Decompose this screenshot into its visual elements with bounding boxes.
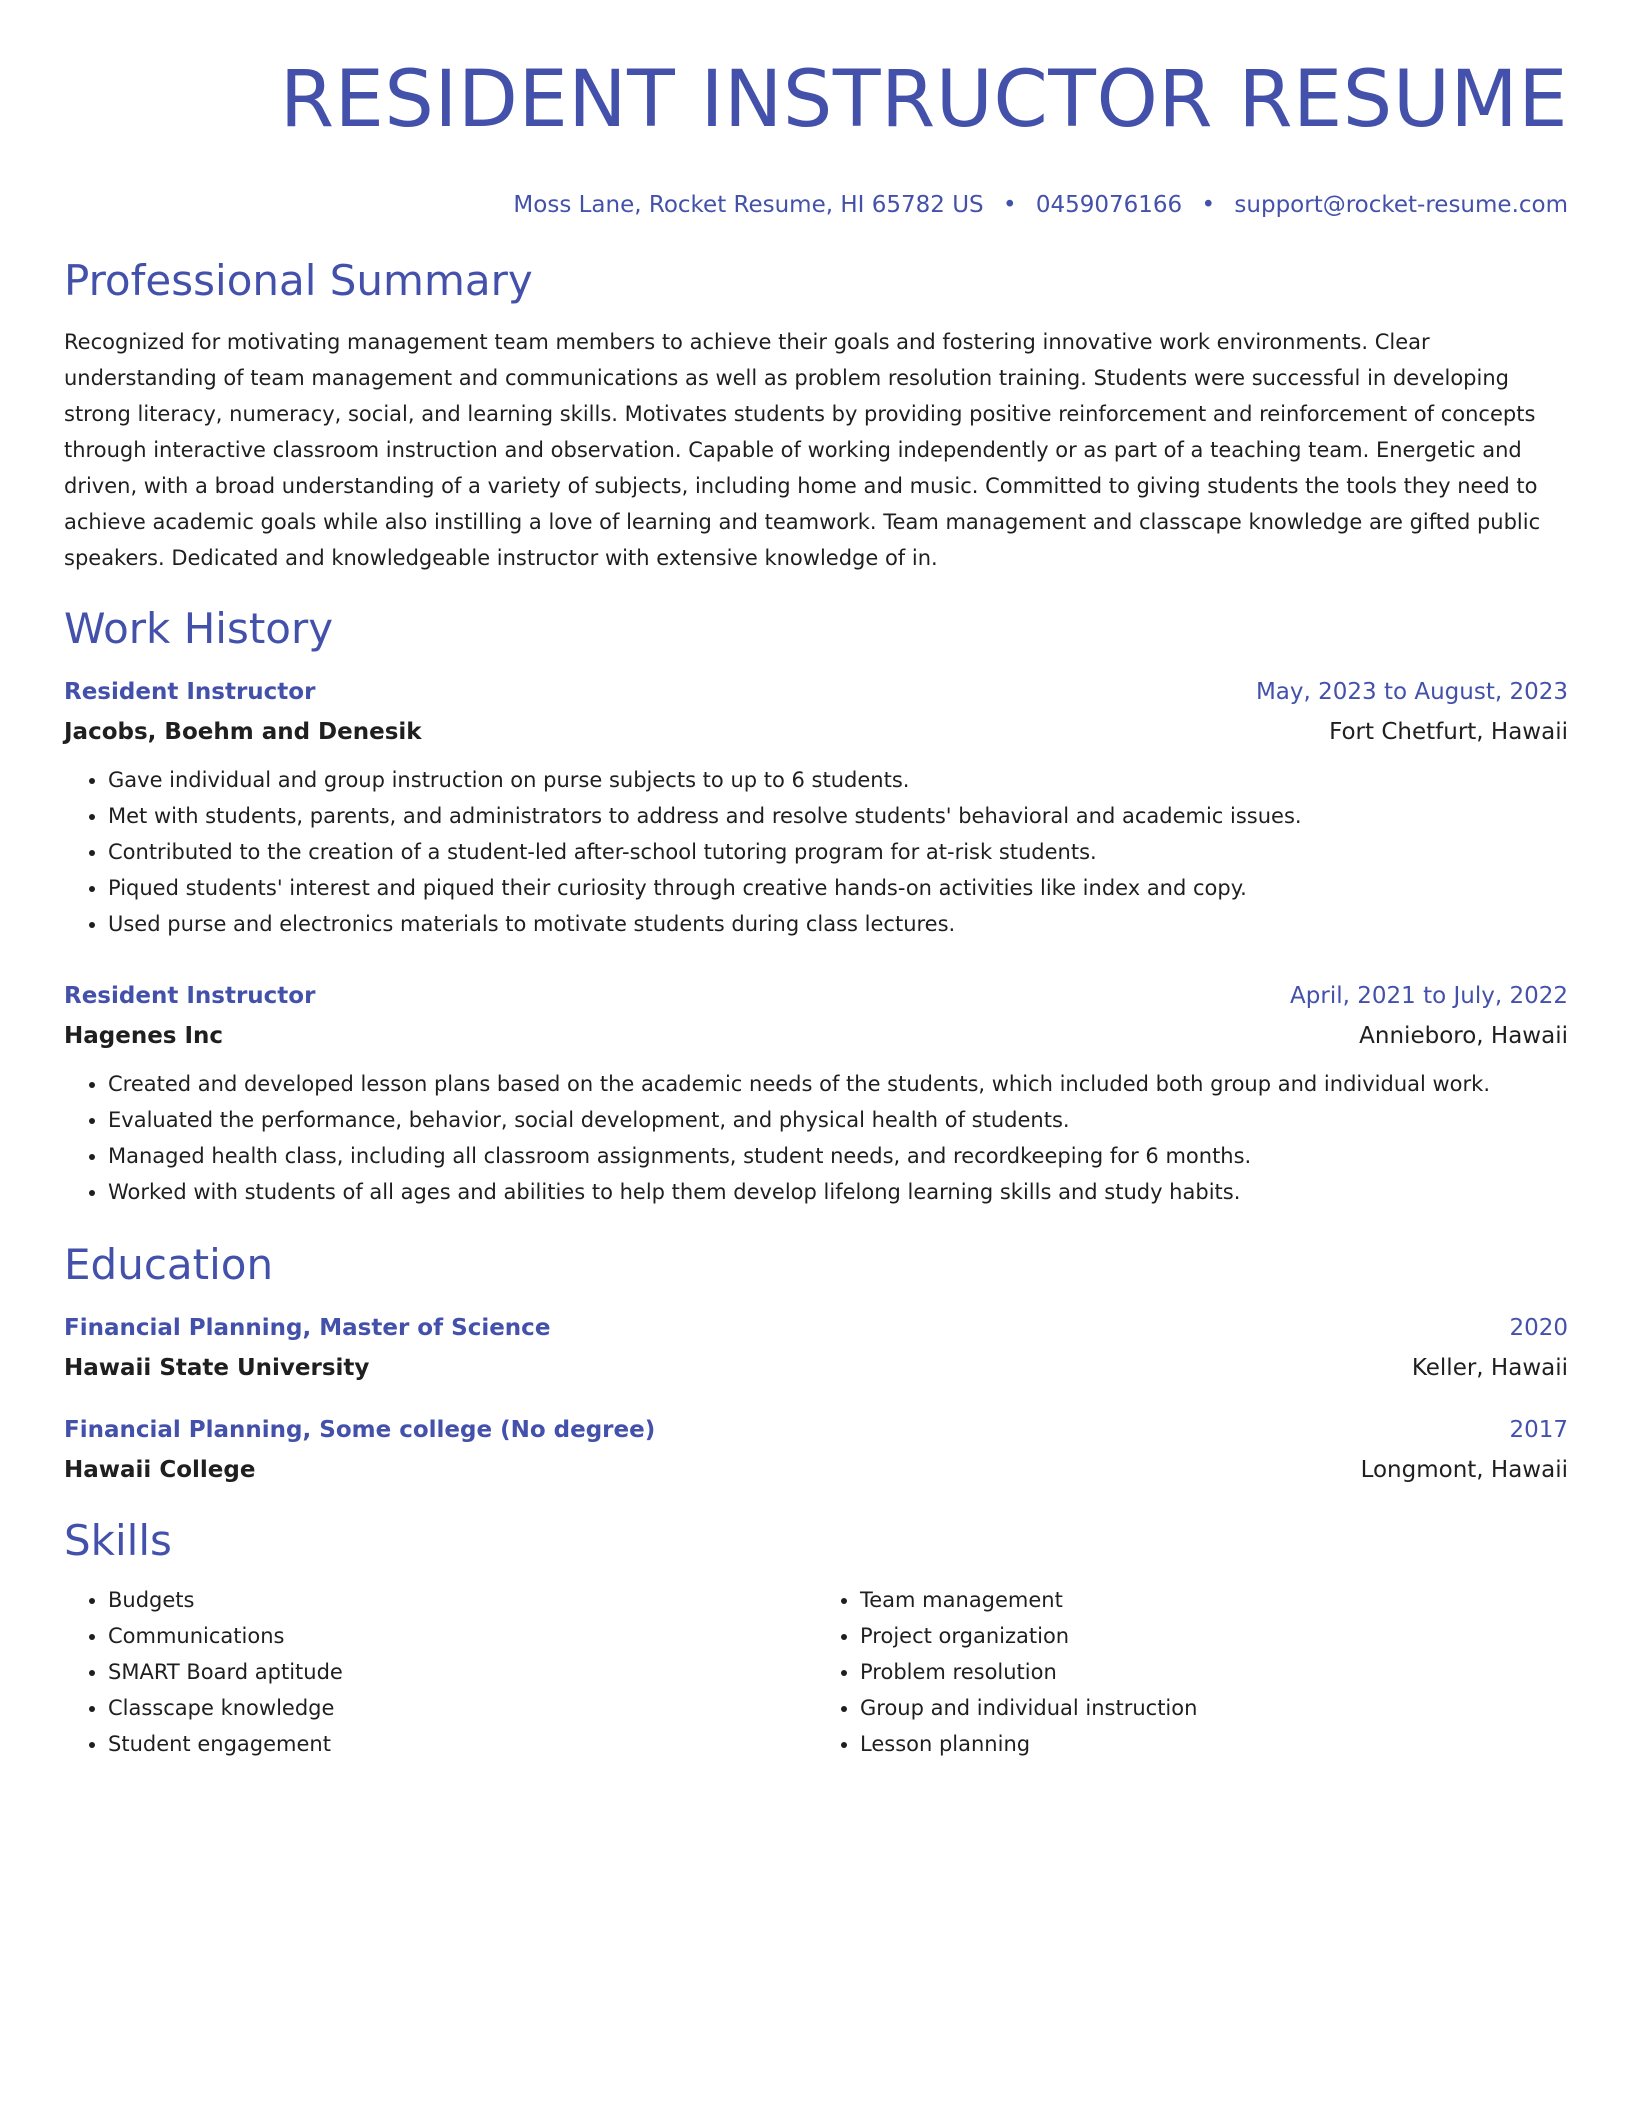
job-bullet: • Evaluated the performance, behavior, social development, and physical health of students. xyxy=(108,1102,1568,1138)
job-bullet: • Worked with students of all ages and abilities to help them develop lifelong learning skills and study habits. xyxy=(108,1174,1568,1210)
job-bullet: • Managed health class, including all classroom assignments, student needs, and recordkeeping for 6 months. xyxy=(108,1138,1568,1174)
skill-item: • Student engagement xyxy=(108,1726,816,1762)
education-location: Longmont, Hawaii xyxy=(1360,1457,1568,1483)
skill-item: • Budgets xyxy=(108,1582,816,1618)
education-school: Hawaii College xyxy=(64,1457,256,1483)
job-entry xyxy=(64,676,1568,942)
job-company-row xyxy=(64,1020,1568,1052)
contact-separator: • xyxy=(1201,192,1216,218)
job-bullet: • Gave individual and group instruction on purse subjects to up to 6 students. xyxy=(108,762,1568,798)
contact-address: Moss Lane, Rocket Resume, HI 65782 US xyxy=(513,192,984,218)
skills-heading: Skills xyxy=(64,1516,172,1565)
education-heading: Education xyxy=(64,1240,274,1289)
education-entry xyxy=(64,1312,1568,1384)
job-entry xyxy=(64,980,1568,1210)
summary-text: Recognized for motivating management team members to achieve their goals and fostering innovative work environments. Clear understanding of team management and communications as well as problem resolution training. Students were successful in developing strong literacy, numeracy, social, and learning skills. Motivates students by providing positive reinforcement and reinforcement of concepts through interactive classroom instruction and observation. Capable of working independently or as part of a teaching team. Energetic and driven, with a broad understanding of a variety of subjects, including home and music. Committed to giving students the tools they need to achieve academic goals while also instilling a love of learning and teamwork. Team management and classcape knowledge are gifted public speakers. Dedicated and knowledgeable instructor with extensive knowledge of in. xyxy=(64,330,1541,570)
job-company-row xyxy=(64,716,1568,748)
skills-list xyxy=(64,1582,1568,1762)
job-company: Jacobs, Boehm and Denesik xyxy=(64,719,422,745)
job-dates: April, 2021 to July, 2022 xyxy=(1290,983,1568,1009)
skill-item: • SMART Board aptitude xyxy=(108,1654,816,1690)
job-bullet: • Used purse and electronics materials to motivate students during class lectures. xyxy=(108,906,1568,942)
education-year: 2017 xyxy=(1509,1417,1568,1443)
skill-item: • Project organization xyxy=(860,1618,1568,1654)
job-dates: May, 2023 to August, 2023 xyxy=(1255,679,1568,705)
contact-separator: • xyxy=(1002,192,1017,218)
skill-item: • Team management xyxy=(860,1582,1568,1618)
job-role: Resident Instructor xyxy=(64,679,316,705)
education-school-row xyxy=(64,1454,1568,1486)
skill-item: • Classcape knowledge xyxy=(108,1690,816,1726)
job-bullet: • Met with students, parents, and administrators to address and resolve students' behavioral and academic issues. xyxy=(108,798,1568,834)
job-location: Annieboro, Hawaii xyxy=(1359,1023,1568,1049)
skill-item: • Problem resolution xyxy=(860,1654,1568,1690)
skill-item: • Group and individual instruction xyxy=(860,1690,1568,1726)
job-company: Hagenes Inc xyxy=(64,1023,224,1049)
job-header-row xyxy=(64,676,1568,708)
education-school: Hawaii State University xyxy=(64,1355,370,1381)
contact-line xyxy=(64,190,1568,220)
job-header-row xyxy=(64,980,1568,1012)
skill-item: • Communications xyxy=(108,1618,816,1654)
education-school-row xyxy=(64,1352,1568,1384)
education-header-row xyxy=(64,1312,1568,1344)
work-history-heading: Work History xyxy=(64,604,334,653)
education-header-row xyxy=(64,1414,1568,1446)
education-degree: Financial Planning, Some college (No degree) xyxy=(64,1417,656,1443)
job-bullet: • Created and developed lesson plans based on the academic needs of the students, which included both group and individual work. xyxy=(108,1066,1568,1102)
skill-item: • Lesson planning xyxy=(860,1726,1568,1762)
education-year: 2020 xyxy=(1509,1315,1568,1341)
contact-email: support@rocket-resume.com xyxy=(1234,192,1568,218)
skills-column-left xyxy=(64,1582,816,1762)
resume-header xyxy=(64,50,1568,220)
skills-column-right xyxy=(816,1582,1568,1762)
job-bullet: • Piqued students' interest and piqued their curiosity through creative hands-on activities like index and copy. xyxy=(108,870,1568,906)
contact-phone: 0459076166 xyxy=(1035,192,1183,218)
education-location: Keller, Hawaii xyxy=(1411,1355,1568,1381)
job-bullets xyxy=(64,762,1568,942)
job-role: Resident Instructor xyxy=(64,983,316,1009)
job-bullets xyxy=(64,1066,1568,1210)
education-degree: Financial Planning, Master of Science xyxy=(64,1315,551,1341)
job-location: Fort Chetfurt, Hawaii xyxy=(1329,719,1568,745)
job-bullet: • Contributed to the creation of a student-led after-school tutoring program for at-risk students. xyxy=(108,834,1568,870)
summary-heading: Professional Summary xyxy=(64,256,533,305)
education-entry xyxy=(64,1414,1568,1486)
resume-title: RESIDENT INSTRUCTOR RESUME xyxy=(279,55,1568,145)
